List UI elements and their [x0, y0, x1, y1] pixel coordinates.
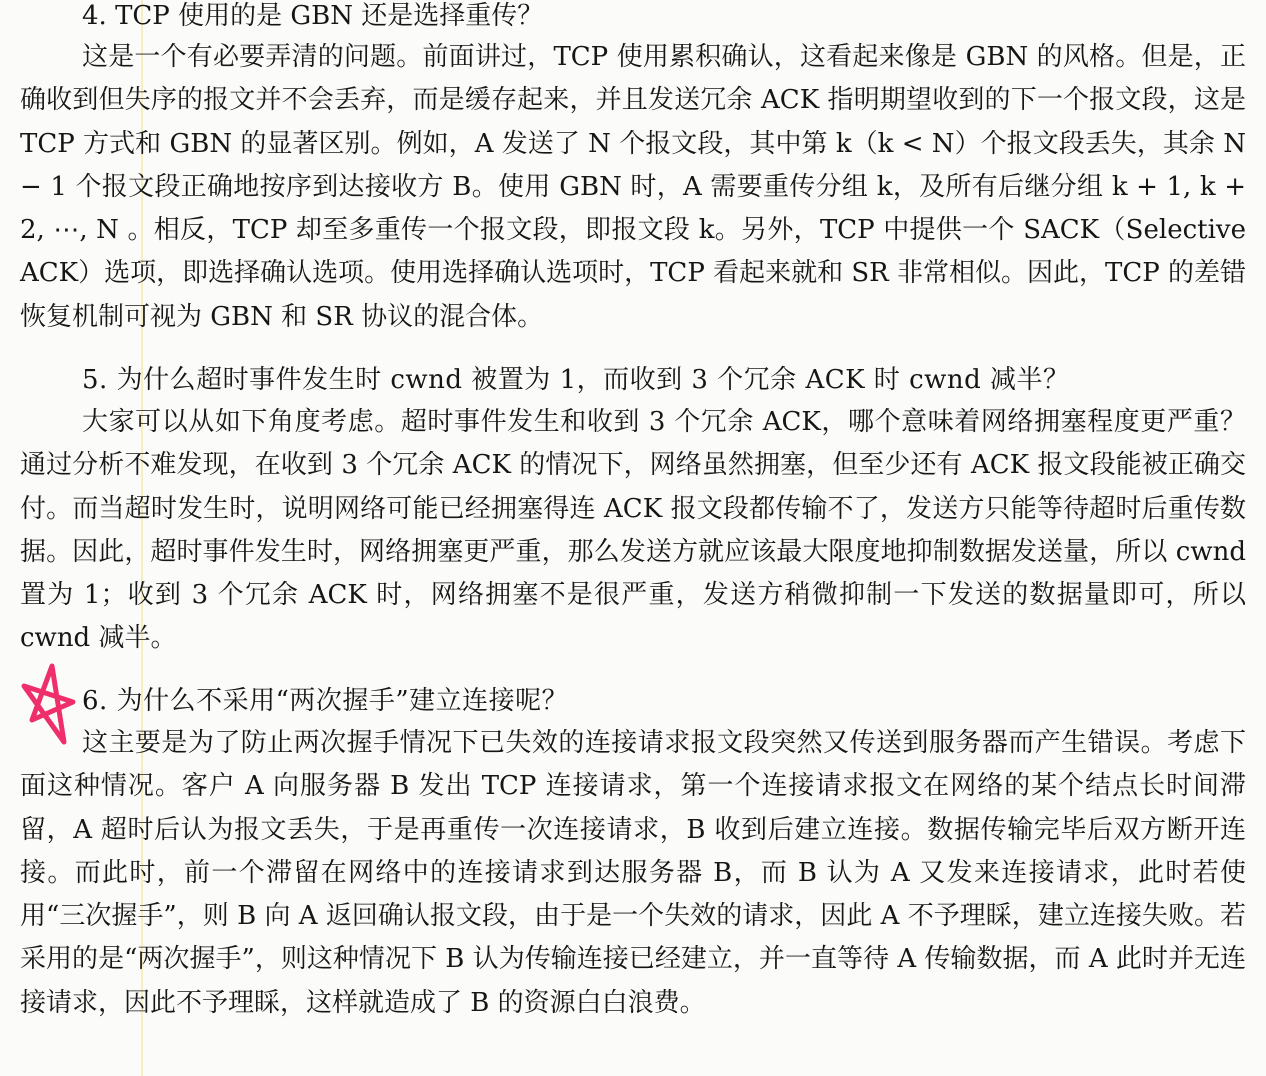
question-4-answer: 这是一个有必要弄清的问题。前面讲过，TCP 使用累积确认，这看起来像是 GBN 的风格。但是，正确收到但失序的报文并不会丢弃，而是缓存起来，并且发送冗余 ACK 指明期望收到的下一个报文段，这是 TCP 方式和 GBN 的显著区别。例如，A 发送了 N 个报文段，其中第 k（k < N）个报文段丢失，其余 N − 1 个报文段正确地按序到达接收方 B。使用 GBN 时，A 需要重传分组 k，及所有后继分组 k + 1, k + 2, ⋯, N 。相反，TCP 却至多重传一个报文段，即报文段 k。另外，TCP 中提供一个 SACK（Selective ACK）选项，即选择确认选项。使用选择确认选项时，TCP 看起来就和 SR 非常相似。因此，TCP 的差错恢复机制可视为 GBN 和 SR 协议的混合体。 — [20, 42, 1247, 332]
question-6-heading: 6. 为什么不采用“两次握手”建立连接呢？ — [82, 686, 569, 716]
question-5-answer: 大家可以从如下角度考虑。超时事件发生和收到 3 个冗余 ACK，哪个意味着网络拥塞程度更严重？通过分析不难发现，在收到 3 个冗余 ACK 的情况下，网络虽然拥塞，但至少还有 ACK 报文段能被正确交付。而当超时发生时，说明网络可能已经拥塞得连 ACK 报文段都传输不了，发送方只能等待超时后重传数据。因此，超时事件发生时，网络拥塞更严重，那么发送方就应该最大限度地抑制数据发送量，所以 cwnd 置为 1；收到 3 个冗余 ACK 时，网络拥塞不是很严重，发送方稍微抑制一下发送的数据量即可，所以 cwnd 减半。 — [20, 407, 1246, 654]
question-4-heading: 4. TCP 使用的是 GBN 还是选择重传？ — [82, 1, 544, 31]
question-6-answer: 这主要是为了防止两次握手情况下已失效的连接请求报文段突然又传送到服务器而产生错误。考虑下面这种情况。客户 A 向服务器 B 发出 TCP 连接请求，第一个连接请求报文在网络的某个结点长时间滞留，A 超时后认为报文丢失，于是再重传一次连接请求，B 收到后建立连接。数据传输完毕后双方断开连接。而此时，前一个滞留在网络中的连接请求到达服务器 B，而 B 认为 A 又发来连接请求，此时若使用“三次握手”，则 B 向 A 返回确认报文段，由于是一个失效的请求，因此 A 不予理睬，建立连接失败。若采用的是“两次握手”，则这种情况下 B 认为传输连接已经建立，并一直等待 A 传输数据，而 A 此时并无连接请求，因此不予理睬，这样就造成了 B 的资源白白浪费。 — [20, 728, 1246, 1018]
question-5-heading: 5. 为什么超时事件发生时 cwnd 被置为 1，而收到 3 个冗余 ACK 时 cwnd 减半？ — [82, 365, 1070, 395]
